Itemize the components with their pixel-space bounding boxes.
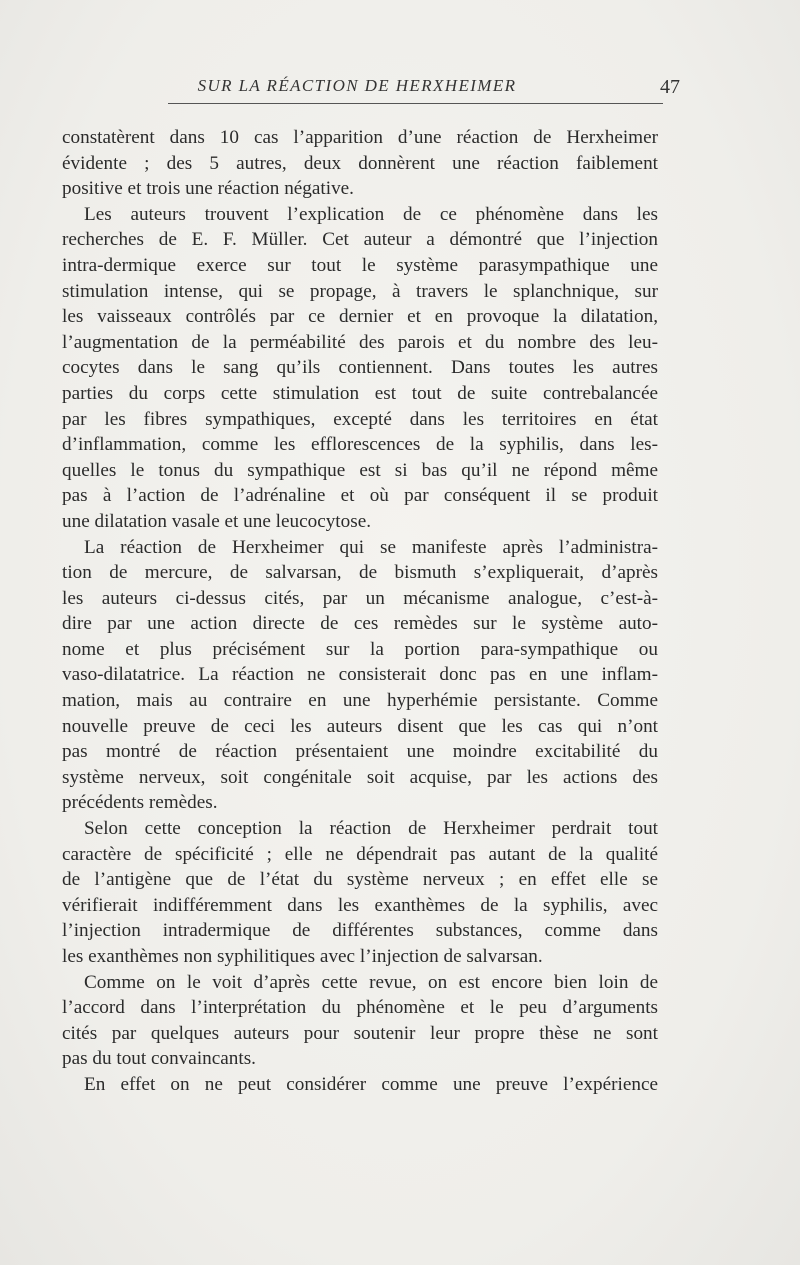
text-line: constatèrent dans 10 cas l’apparition d’une réaction de Herxheimer	[62, 127, 658, 148]
text-line: par les fibres sympathiques, excepté dans les territoires en état	[62, 408, 658, 430]
text-line: précédents remèdes.	[62, 792, 218, 814]
text-line: les vaisseaux contrôlés par ce dernier et en provoque la dilatation,	[62, 306, 658, 328]
text-line: nome et plus précisément sur la portion para-sympathique ou	[62, 638, 658, 660]
text-line: Les auteurs trouvent l’explication de ce phénomène dans les	[84, 203, 658, 225]
text-line: l’injection intradermique de différentes substances, comme dans	[62, 920, 658, 942]
page-header	[160, 72, 680, 102]
text-line: cités par quelques auteurs pour soutenir leur propre thèse ne sont	[62, 1022, 658, 1044]
text-line: évidente ; des 5 autres, deux donnèrent une réaction faiblement	[62, 152, 658, 174]
text-line: pas à l’action de l’adrénaline et où par conséquent il se produit	[62, 485, 658, 507]
text-line: de l’antigène que de l’état du système nerveux ; en effet elle se	[62, 869, 658, 891]
text-line: pas du tout convaincants.	[62, 1048, 256, 1070]
text-line: les exanthèmes non syphilitiques avec l’injection de salvarsan.	[62, 946, 543, 967]
text-line: stimulation intense, qui se propage, à travers le splanchnique, sur	[62, 280, 658, 302]
text-line: Selon cette conception la réaction de Herxheimer perdrait tout	[84, 818, 658, 840]
text-line: recherches de E. F. Müller. Cet auteur a démontré que l’injection	[62, 229, 658, 251]
running-title: SUR LA RÉACTION DE HERXHEIMER	[197, 76, 517, 95]
text-line: nouvelle preuve de ceci les auteurs disent que les cas qui n’ont	[62, 715, 658, 737]
text-line: mation, mais au contraire en une hyperhémie persistante. Comme	[62, 690, 658, 712]
text-line: caractère de spécificité ; elle ne dépendrait pas autant de la qualité	[62, 843, 658, 865]
text-line: En effet on ne peut considérer comme une preuve l’expérience	[84, 1073, 658, 1095]
text-line: les auteurs ci-dessus cités, par un mécanisme analogue, c’est-à-	[62, 587, 658, 609]
header-rule	[168, 103, 663, 104]
text-line: l’accord dans l’interprétation du phénomène et le peu d’arguments	[62, 997, 658, 1019]
text-line: intra-dermique exerce sur tout le système parasympathique une	[62, 254, 658, 276]
text-line: cocytes dans le sang qu’ils contiennent. Dans toutes les autres	[62, 357, 658, 379]
page-number: 47	[660, 76, 680, 98]
text-line: vérifierait indifféremment dans les exanthèmes de la syphilis, avec	[62, 894, 658, 916]
text-line: vaso-dilatatrice. La réaction ne consisterait donc pas en une inflam-	[62, 664, 658, 686]
text-line: quelles le tonus du sympathique est si bas qu’il ne répond même	[62, 459, 658, 481]
text-line: La réaction de Herxheimer qui se manifeste après l’administra-	[84, 536, 658, 558]
text-line: l’augmentation de la perméabilité des parois et du nombre des leu-	[62, 331, 658, 353]
text-line: dire par une action directe de ces remèdes sur le système auto-	[62, 613, 658, 635]
text-line: une dilatation vasale et une leucocytose.	[62, 510, 372, 532]
body-text	[62, 125, 658, 1098]
text-line: d’inflammation, comme les efflorescences de la syphilis, dans les-	[62, 434, 658, 456]
text-line: pas montré de réaction présentaient une moindre excitabilité du	[62, 741, 658, 763]
text-line: Comme on le voit d’après cette revue, on est encore bien loin de	[84, 971, 658, 993]
text-line: tion de mercure, de salvarsan, de bismuth s’expliquerait, d’après	[62, 562, 658, 584]
text-line: parties du corps cette stimulation est tout de suite contrebalancée	[62, 382, 658, 404]
text-line: système nerveux, soit congénitale soit acquise, par les actions des	[62, 766, 658, 788]
text-line: positive et trois une réaction négative.	[62, 178, 354, 200]
